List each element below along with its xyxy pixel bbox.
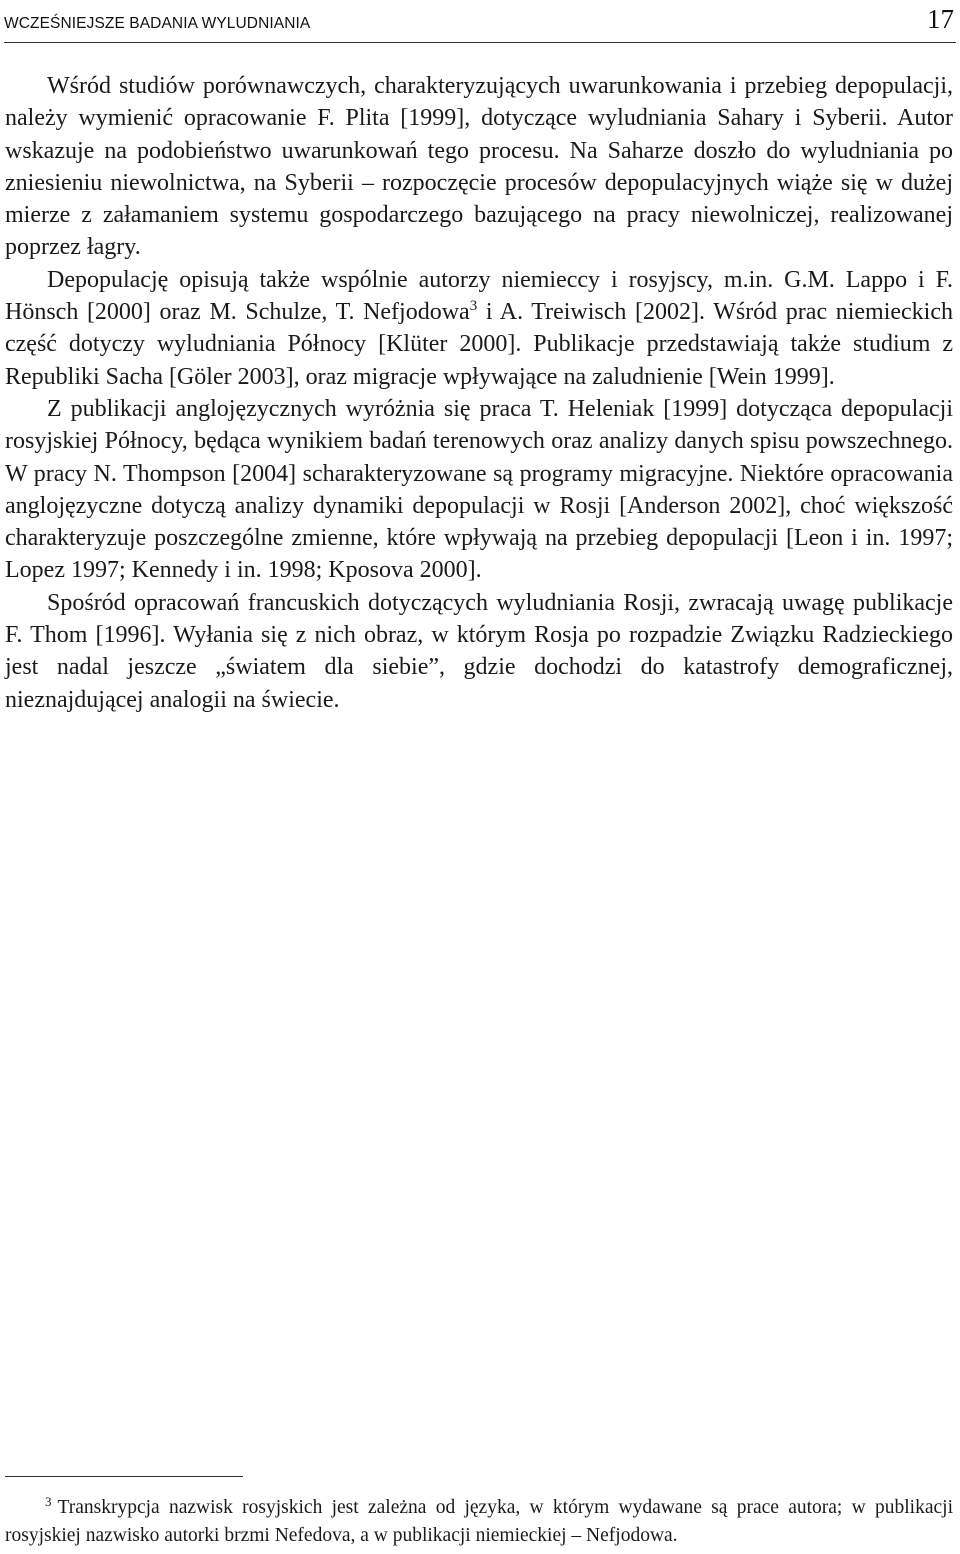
paragraph-text-after-note: i A. Treiwisch [2002]. Wśród prac niemieckich część dotyczy wyludniania Północy [Klüter 2000]. Publikacje przedstawiają także studium z Republiki Sacha [Göler 2003], oraz migracje wpływające na zaludnienie [Wein 1999]. [5,299,953,390]
footnote [5,1494,953,1550]
footnote-text: Transkrypcja nazwisk rosyjskich jest zależna od języka, w którym wydawane są prace autora; w publikacji rosyjskiej nazwisko autorki brzmi Nefedova, a w publikacji niemieckiej – Nefjodowa. [5,1497,953,1546]
paragraph-german-russian-authors [5,264,953,393]
footnote-reference[interactable]: 3 [469,298,478,315]
running-header [4,6,956,43]
paragraph-sahara-siberia: Wśród studiów porównawczych, charakteryzujących uwarunkowania i przebieg depopulacji, należy wymienić opracowanie F. Plita [1999], dotyczące wyludniania Sahary i Syberii. Autor wskazuje na podobieństwo uwarunkowań tego procesu. Na Saharze doszło do wyludniania po zniesieniu niewolnictwa, na Syberii – rozpoczęcie procesów depopulacyjnych wiąże się w dużej mierze z załamaniem systemu gospodarczego bazującego na pracy niewolniczej, realizowanej poprzez łagry. [5,73,953,261]
footnote-number: 3 [45,1494,52,1509]
paragraph-text-before-note: Depopulację opisują także wspólnie autorzy niemieccy i rosyjscy, m.in. G.M. Lappo i F. Hönsch [2000] oraz M. Schulze, T. Nefjodowa [5,266,953,326]
running-title: WCZEŚNIEJSZE BADANIA WYLUDNIANIA [4,15,311,32]
paragraph-french-publications: Spośród opracowań francuskich dotyczących wyludniania Rosji, zwracają uwagę publikacje F. Thom [1996]. Wyłania się z nich obraz, w którym Rosja po rozpadzie Związku Radzieckiego jest nadal jeszcze „światem dla siebie”, gdzie dochodzi do katastrofy demograficznej, nieznajdującej analogii na świecie. [5,589,953,713]
body-text [5,70,953,716]
page-number: 17 [927,4,954,34]
paragraph-english-publications: Z publikacji anglojęzycznych wyróżnia się praca T. Heleniak [1999] dotycząca depopulacji rosyjskiej Północy, będąca wynikiem badań terenowych oraz analizy danych spisu powszechnego. W pracy N. Thompson [2004] scharakteryzowane są programy migracyjne. Niektóre opracowania anglojęzyczne dotyczą analizy dynamiki depopulacji w Rosji [Anderson 2002], choć większość charakteryzuje poszczególne zmienne, które wpływają na przebieg depopulacji [Leon i in. 1997; Lopez 1997; Kennedy i in. 1998; Kposova 2000]. [5,395,953,584]
footnote-separator [5,1476,243,1477]
